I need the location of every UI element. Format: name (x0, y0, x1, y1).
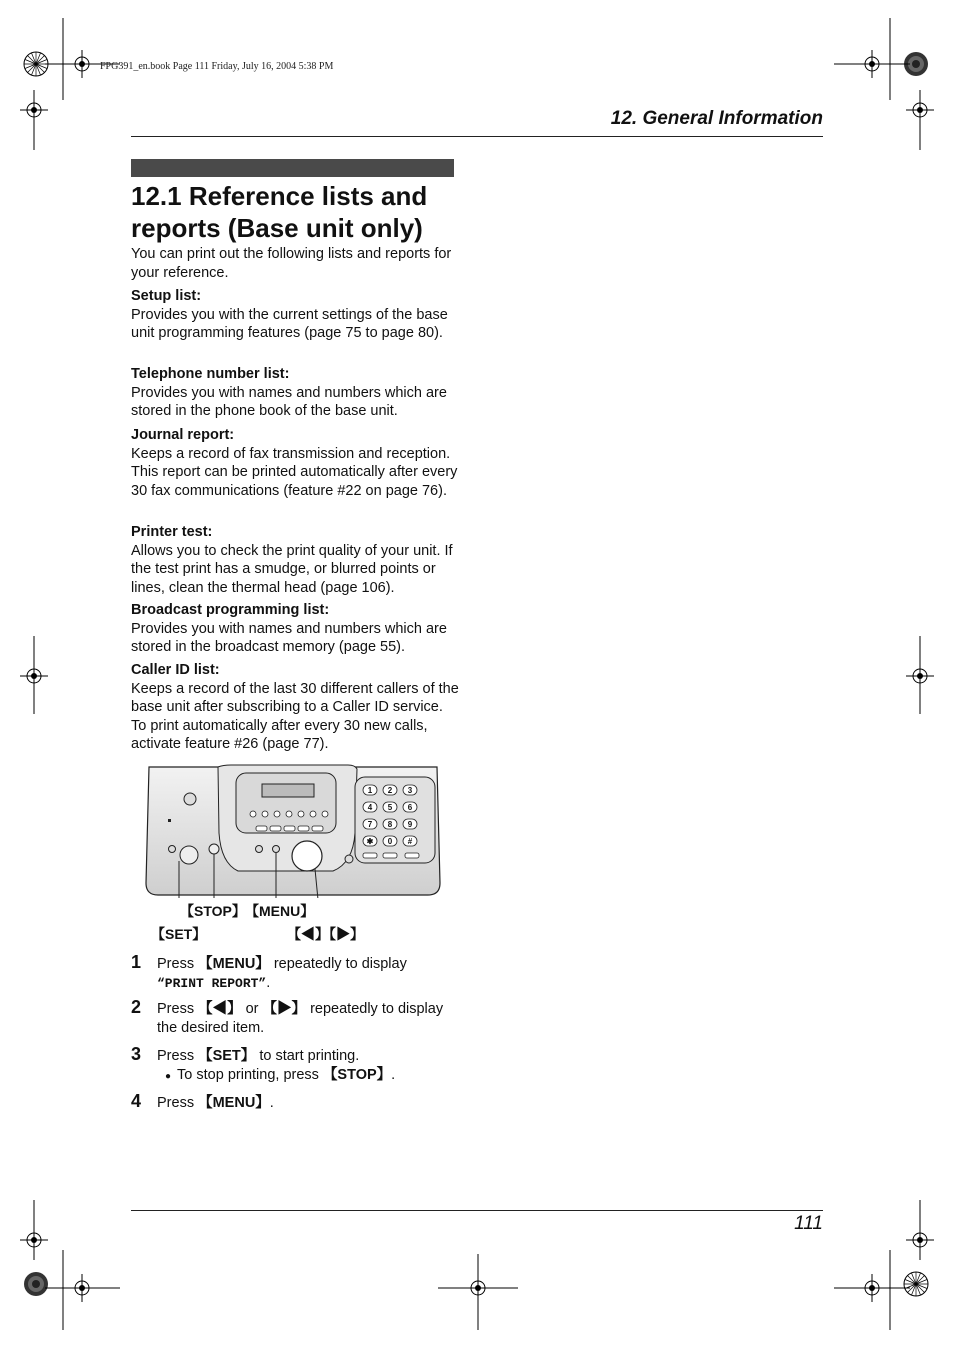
set-button-label: 【SET】 (151, 926, 207, 942)
stop-button-label: 【STOP】 (180, 903, 246, 919)
list-term: Setup list: (131, 288, 202, 304)
list-item (131, 287, 461, 343)
list-item (131, 426, 461, 500)
list-description: Provides you with names and numbers which are stored in the phone book of the base unit. (131, 384, 447, 419)
keypad-key: # (407, 837, 413, 846)
section-heading: 12.1 Reference lists and reports (Base unit only) (131, 181, 428, 243)
step-number: 3 (131, 1044, 142, 1064)
menu-button-label: 【MENU】 (245, 903, 315, 919)
step (131, 1091, 461, 1114)
list-term: Printer test: (131, 524, 213, 540)
step-text: Press 【◀】 or 【▶】 repeatedly to display the desired item. (157, 1001, 444, 1036)
page-number: 111 (794, 1213, 823, 1234)
keypad-key: 6 (407, 803, 413, 812)
list-item (131, 365, 461, 421)
step-bullet: ● To stop printing, press 【STOP】. (157, 1066, 457, 1087)
footer-rule (131, 1210, 823, 1211)
keypad-key: 4 (367, 803, 373, 812)
list-term: Telephone number list: (131, 366, 290, 382)
section-bar (131, 159, 454, 177)
step (131, 1044, 461, 1087)
list-description: Provides you with names and numbers which are stored in the broadcast memory (page 55). (131, 620, 447, 655)
step-number: 4 (131, 1091, 142, 1111)
print-metadata: FPG391_en.book Page 111 Friday, July 16, 2004 5:38 PM (100, 61, 334, 72)
step-number: 2 (131, 997, 142, 1017)
step (131, 952, 461, 993)
keypad-key: 9 (407, 820, 413, 829)
intro-paragraph: You can print out the following lists and reports for your reference. (131, 246, 452, 281)
keypad-key: 0 (387, 837, 393, 846)
bullet-icon: ● (165, 1070, 172, 1082)
list-description: Keeps a record of fax transmission and reception. This report can be printed automatically after every 30 fax communications (feature #22 on page 76). (131, 445, 458, 499)
list-item (131, 661, 461, 754)
keypad-key: 2 (387, 786, 393, 795)
step-text: Press 【SET】 to start printing. ● To stop printing, press 【STOP】. (157, 1047, 457, 1086)
keypad-key: 1 (367, 786, 373, 795)
arrow-buttons-label: 【◀】【▶】 (287, 926, 364, 942)
list-description: Keeps a record of the last 30 different callers of the base unit after subscribing to a Caller ID service. To print automatically after every 30 new calls, activate feature #26 (page 77). (131, 680, 459, 752)
step-number: 1 (131, 952, 142, 972)
list-term: Broadcast programming list: (131, 602, 330, 618)
keypad-key: 3 (407, 786, 413, 795)
list-item (131, 523, 461, 597)
keypad-key: 7 (367, 820, 373, 829)
fax-unit-illustration (143, 763, 443, 898)
chapter-title: 12. General Information (610, 108, 823, 129)
keypad-key: ✱ (366, 837, 374, 846)
list-item (131, 601, 461, 657)
list-term: Caller ID list: (131, 662, 220, 678)
step-text: Press 【MENU】 repeatedly to display “PRINT REPORT”. (157, 956, 407, 991)
step (131, 997, 461, 1038)
list-description: Allows you to check the print quality of your unit. If the test print has a smudge, or blurred points or lines, clean the thermal head (page 106). (131, 542, 453, 596)
list-description: Provides you with the current settings of the base unit programming features (page 75 to page 80). (131, 306, 448, 341)
keypad-key: 8 (387, 820, 393, 829)
header-rule (131, 136, 823, 137)
list-term: Journal report: (131, 427, 235, 443)
step-text: Press 【MENU】. (157, 1095, 274, 1111)
keypad-key: 5 (387, 803, 393, 812)
